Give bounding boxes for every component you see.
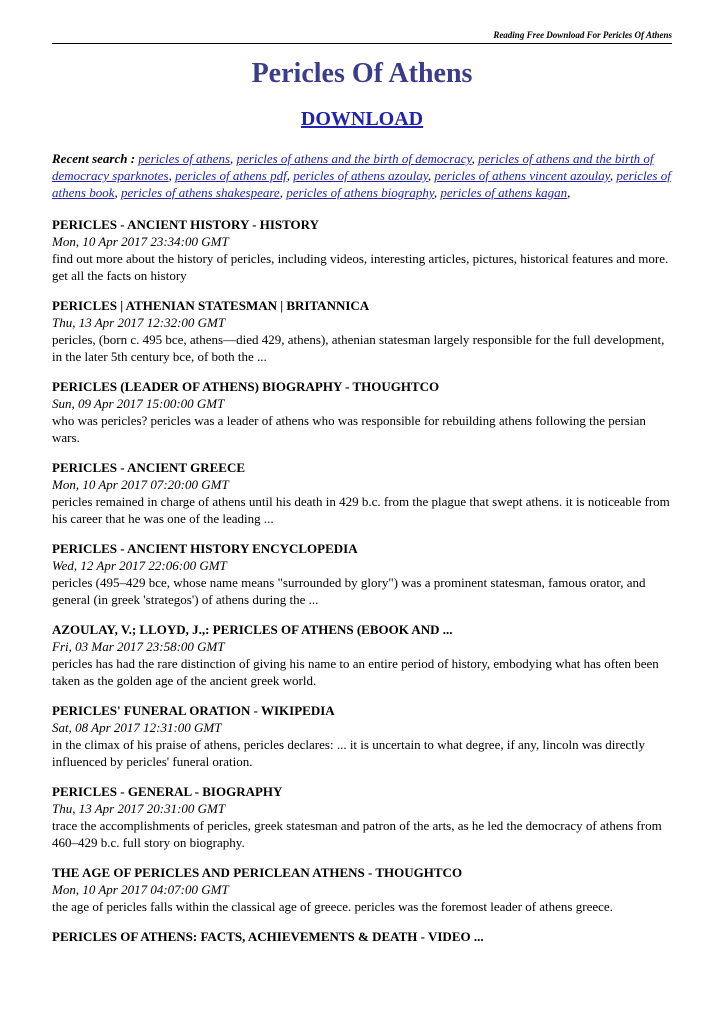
- result-snippet: pericles has had the rare distinction of giving his name to an entire period of history, embodying what has often been taken as the golden age of the ancient greek world.: [52, 656, 659, 688]
- result-date: Thu, 13 Apr 2017 12:32:00 GMT: [52, 315, 226, 330]
- result-title: PERICLES OF ATHENS: FACTS, ACHIEVEMENTS & DEATH - VIDEO ...: [52, 929, 484, 944]
- result-title: PERICLES' FUNERAL ORATION - WIKIPEDIA: [52, 703, 335, 718]
- header-divider: [52, 43, 672, 44]
- result-date: Fri, 03 Mar 2017 23:58:00 GMT: [52, 639, 225, 654]
- result-snippet: in the climax of his praise of athens, pericles declares: ... it is uncertain to what degree, if any, lincoln was directly influenced by pericles' funeral oration.: [52, 737, 645, 769]
- result-title: PERICLES - ANCIENT GREECE: [52, 460, 246, 475]
- result-title: PERICLES | ATHENIAN STATESMAN | BRITANNICA: [52, 298, 370, 313]
- recent-search: [52, 150, 672, 201]
- recent-search-link[interactable]: pericles of athens book: [52, 168, 671, 200]
- result-item: [52, 216, 672, 284]
- result-title: PERICLES - GENERAL - BIOGRAPHY: [52, 784, 283, 799]
- recent-search-link[interactable]: pericles of athens: [138, 151, 231, 166]
- recent-search-label: Recent search :: [52, 151, 136, 166]
- result-snippet: pericles, (born c. 495 bce, athens—died 429, athens), athenian statesman largely responsible for the full development, in the later 5th century bce, of both the ...: [52, 332, 665, 364]
- recent-search-link[interactable]: pericles of athens pdf: [175, 168, 287, 183]
- result-snippet: pericles remained in charge of athens until his death in 429 b.c. from the plague that swept athens. it is noticeable from his career that he was one of the leading ...: [52, 494, 670, 526]
- result-snippet: pericles (495–429 bce, whose name means "surrounded by glory") was a prominent statesman, famous orator, and general (in greek 'strategos') of athens during the ...: [52, 575, 646, 607]
- result-date: Mon, 10 Apr 2017 04:07:00 GMT: [52, 882, 229, 897]
- result-snippet: who was pericles? pericles was a leader of athens who was responsible for rebuilding athens following the persian wars.: [52, 413, 646, 445]
- result-date: Wed, 12 Apr 2017 22:06:00 GMT: [52, 558, 227, 573]
- recent-search-link[interactable]: pericles of athens and the birth of democracy sparknotes: [52, 151, 654, 183]
- result-title: THE AGE OF PERICLES AND PERICLEAN ATHENS - THOUGHTCO: [52, 865, 463, 880]
- recent-search-link[interactable]: pericles of athens azoulay: [293, 168, 428, 183]
- result-title: PERICLES - ANCIENT HISTORY ENCYCLOPEDIA: [52, 541, 358, 556]
- result-item: [52, 297, 672, 365]
- recent-search-link[interactable]: pericles of athens vincent azoulay: [434, 168, 610, 183]
- result-item: [52, 621, 672, 689]
- recent-search-link[interactable]: pericles of athens kagan: [440, 185, 568, 200]
- result-date: Sun, 09 Apr 2017 15:00:00 GMT: [52, 396, 225, 411]
- recent-search-links: pericles of athens, pericles of athens and the birth of democracy, pericles of athens and the birth of democracy sparknotes, pericles of athens pdf, pericles of athens azoulay, pericles of athens vincent azoulay, pericles of athens book, pericles of athens shakespeare, pericles of athens biography, pericles of athens kagan,: [52, 151, 671, 200]
- result-item: [52, 540, 672, 608]
- result-title: PERICLES (LEADER OF ATHENS) BIOGRAPHY - THOUGHTCO: [52, 379, 440, 394]
- results-list: [52, 216, 672, 958]
- result-item: [52, 928, 672, 945]
- recent-search-link[interactable]: pericles of athens shakespeare: [120, 185, 280, 200]
- result-date: Mon, 10 Apr 2017 07:20:00 GMT: [52, 477, 229, 492]
- recent-search-link[interactable]: pericles of athens biography: [286, 185, 434, 200]
- result-item: [52, 459, 672, 527]
- result-title: AZOULAY, V.; LLOYD, J.,: PERICLES OF ATHENS (EBOOK AND ...: [52, 622, 453, 637]
- result-item: [52, 864, 672, 915]
- result-item: [52, 702, 672, 770]
- result-item: [52, 783, 672, 851]
- result-date: Mon, 10 Apr 2017 23:34:00 GMT: [52, 234, 229, 249]
- download-link[interactable]: DOWNLOAD: [300, 108, 424, 130]
- page-title: Pericles Of Athens: [251, 58, 473, 89]
- result-snippet: find out more about the history of pericles, including videos, interesting articles, pictures, historical features and more. get all the facts on history: [52, 251, 669, 283]
- running-header: Reading Free Download For Pericles Of Athens: [493, 30, 672, 40]
- result-snippet: trace the accomplishments of pericles, greek statesman and patron of the arts, as he led the democracy of athens from 460–429 b.c. full story on biography.: [52, 818, 662, 850]
- result-title: PERICLES - ANCIENT HISTORY - HISTORY: [52, 217, 319, 232]
- download-section: [52, 108, 672, 131]
- result-date: Thu, 13 Apr 2017 20:31:00 GMT: [52, 801, 226, 816]
- recent-search-link[interactable]: pericles of athens and the birth of democracy: [236, 151, 472, 166]
- result-date: Sat, 08 Apr 2017 12:31:00 GMT: [52, 720, 222, 735]
- result-snippet: the age of pericles falls within the classical age of greece. pericles was the foremost leader of athens greece.: [52, 899, 613, 914]
- result-item: [52, 378, 672, 446]
